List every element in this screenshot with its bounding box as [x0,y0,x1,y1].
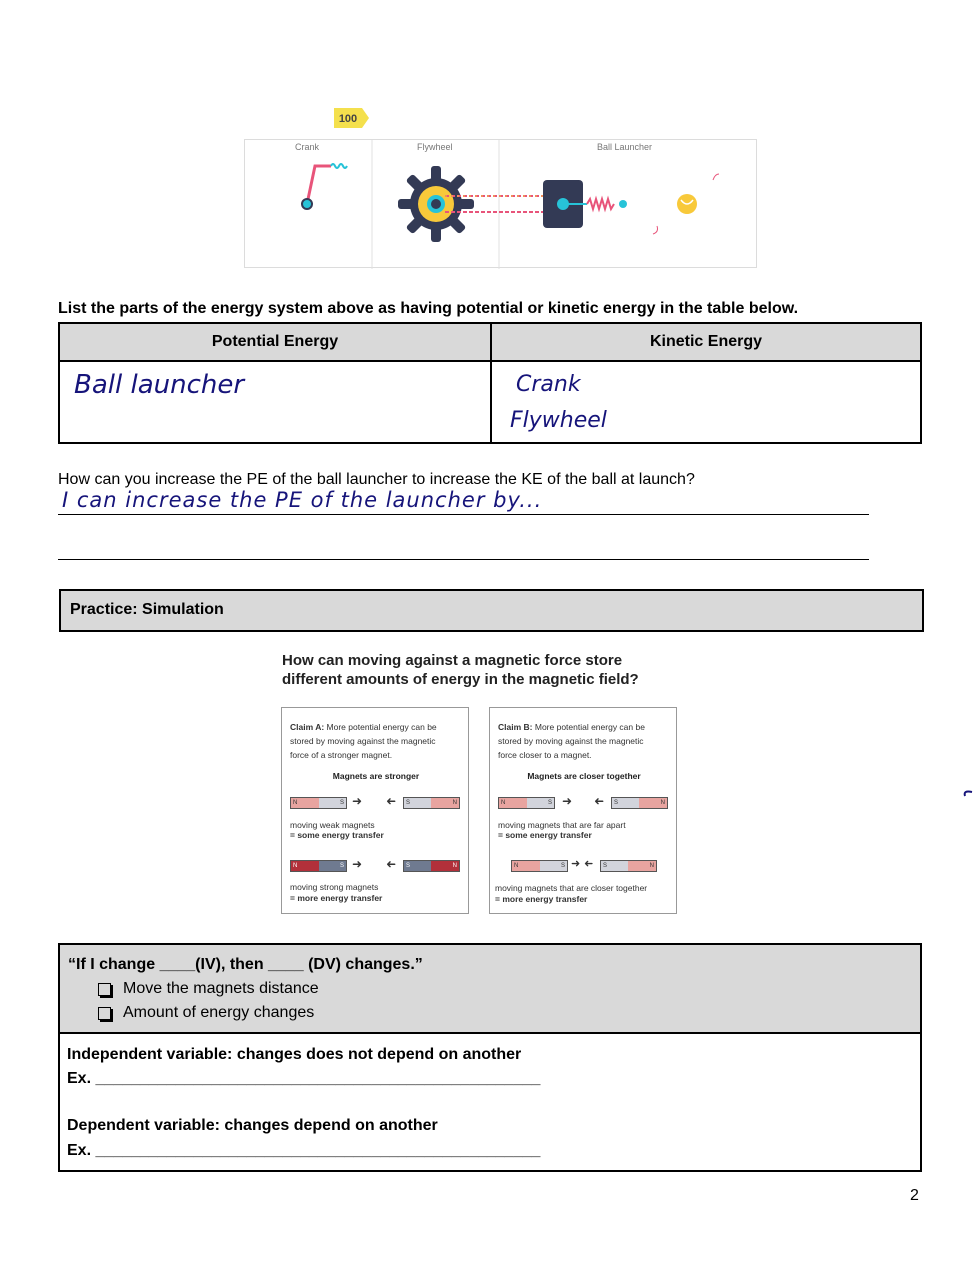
arrow-right-icon: ➜ [352,857,363,871]
dependent-example[interactable]: Ex. __________________________________________________ [67,1142,541,1159]
far-magnet-right: S N [611,797,668,809]
checklist-item[interactable]: Move the magnets distance [98,980,319,998]
answer-line-2[interactable] [58,559,869,560]
answer-2-line-1[interactable]: I can increase the PE of the launcher by... [62,488,543,512]
flywheel-icon [398,166,474,242]
claim-a-card: Claim A: More potential energy can be stored by moving against the magnetic force of a stronger magnet. Magnets are stronger N S ➜ ➜ S N moving weak magnets = some energy transfer N S ➜ ➜ S N moving strong magnets = more energy transfer [281,707,469,914]
page-number: 2 [910,1187,919,1204]
close-magnet-right: S N [600,860,657,872]
practice-simulation-header: Practice: Simulation [59,589,924,632]
weak-magnet-left: N S [290,797,347,809]
variables-prompt-cell [60,945,920,1034]
dependent-variable-definition: Dependent variable: changes depend on another [67,1117,438,1134]
claim-b-heading: Magnets are closer together [527,771,641,781]
energy-table [58,322,922,444]
question-2: How can you increase the PE of the ball launcher to increase the KE of the ball at launch? [58,471,695,488]
close-magnet-left: N S [511,860,568,872]
strong-magnet-right: S N [403,860,460,872]
checkbox-icon[interactable] [98,1007,111,1020]
label-flywheel: Flywheel [417,142,453,152]
arrow-right-icon: ➜ [562,794,573,808]
label-crank: Crank [295,142,320,152]
far-magnet-left: N S [498,797,555,809]
question-1: List the parts of the energy system above as having potential or kinetic energy in the table below. [58,300,799,317]
strong-magnet-left: N S [290,860,347,872]
answer-kinetic-flywheel[interactable]: Flywheel [510,408,607,433]
weak-magnet-right: S N [403,797,460,809]
arrow-left-icon: ➜ [584,858,594,870]
counter-value: 100 [338,113,358,125]
arrow-right-icon: ➜ [352,794,363,808]
header-potential-energy: Potential Energy [60,324,490,362]
arrow-left-icon: ➜ [386,794,397,808]
stray-pen-mark [960,786,974,800]
diagram-frame [244,139,757,268]
iv-dv-prompt: “If I change ____(IV), then ____ (DV) changes.” [68,956,423,973]
simulation-title: How can moving against a magnetic force store different amounts of energy in the magnetic field? [282,652,639,688]
claim-a-heading: Magnets are stronger [332,771,420,781]
answer-kinetic-crank[interactable]: Crank [516,372,581,397]
checkbox-icon[interactable] [98,983,111,996]
answer-potential-energy[interactable]: Ball launcher [74,370,245,400]
arrow-left-icon: ➜ [386,857,397,871]
independent-example[interactable]: Ex. __________________________________________________ [67,1070,541,1087]
arrow-right-icon: ➜ [571,858,581,870]
header-kinetic-energy: Kinetic Energy [492,324,920,362]
crank-icon [302,164,347,209]
variables-table [58,943,922,1172]
ball-icon [653,174,719,234]
claim-b-card: Claim B: More potential energy can be stored by moving against the magnetic force closer to a magnet. Magnets are closer together N S ➜ ➜ S N moving magnets that are far apart = some energy transfer N S ➜ ➜ S N moving magnets that are closer together = more energy transfer [489,707,677,914]
checklist-item[interactable]: Amount of energy changes [98,1004,314,1022]
answer-line-1 [58,514,869,515]
arrow-left-icon: ➜ [594,794,605,808]
independent-variable-definition: Independent variable: changes does not depend on another [67,1046,522,1063]
ball-launcher-icon [543,180,627,228]
counter-badge [332,106,372,130]
label-ball-launcher: Ball Launcher [597,142,653,152]
